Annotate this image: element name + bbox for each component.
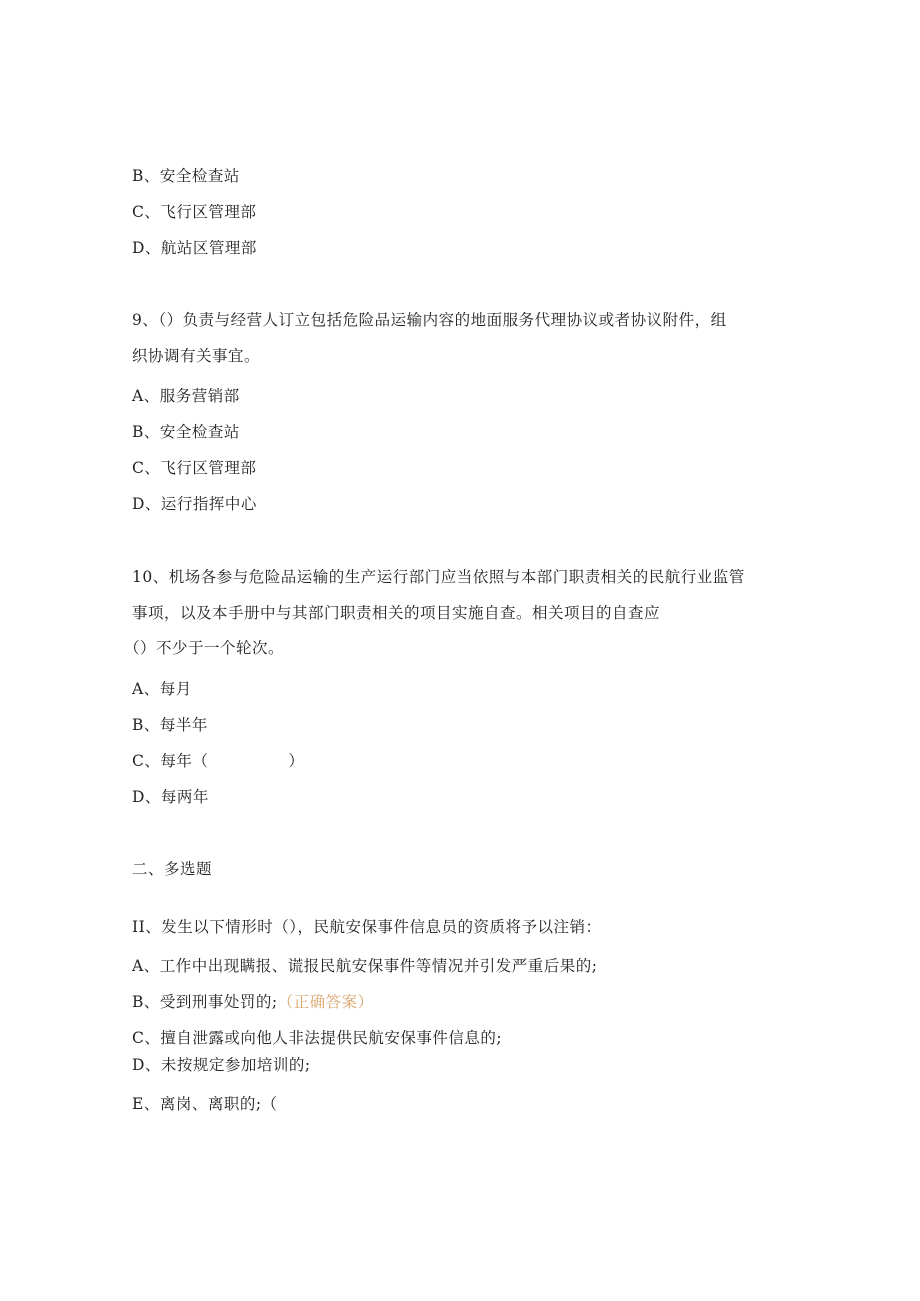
q11-stem: II、发生以下情形时（），民航安保事件信息员的资质将予以注销： bbox=[132, 918, 602, 936]
q9-option-b: B、安全检查站 bbox=[132, 423, 240, 441]
q9-option-c: C、飞行区管理部 bbox=[132, 459, 257, 477]
section-title-multiple-choice: 二、多选题 bbox=[132, 860, 213, 878]
q11-option-c: C、擅自泄露或向他人非法提供民航安保事件信息的; bbox=[132, 1029, 503, 1047]
q8-option-d: D、航站区管理部 bbox=[132, 239, 257, 257]
q10-stem-line1: 10、机场各参与危险品运输的生产运行部门应当依照与本部门职责相关的民航行业监管 bbox=[132, 568, 745, 586]
q11-option-a: A、工作中出现瞒报、谎报民航安保事件等情况并引发严重后果的; bbox=[132, 957, 598, 975]
q10-option-b: B、每半年 bbox=[132, 716, 208, 734]
correct-answer-tag: （正确答案） bbox=[277, 993, 374, 1011]
q9-option-d: D、运行指挥中心 bbox=[132, 495, 257, 513]
q11-option-e: E、离岗、离职的;（ bbox=[132, 1095, 278, 1113]
q10-stem-line2: 事项，以及本手册中与其部门职责相关的项目实施自查。相关项目的自查应 bbox=[132, 604, 661, 622]
q9-option-a: A、服务营销部 bbox=[132, 387, 240, 405]
q11-option-b-text: B、受到刑事处罚的; bbox=[132, 993, 278, 1011]
q11-option-d: D、未按规定参加培训的; bbox=[132, 1056, 311, 1074]
q10-option-c: C、每年（ ） bbox=[132, 752, 305, 770]
q10-option-a: A、每月 bbox=[132, 680, 192, 698]
q10-option-d: D、每两年 bbox=[132, 788, 209, 806]
q9-stem-line2: 织协调有关事宜。 bbox=[132, 347, 261, 365]
q10-stem-line3: （）不少于一个轮次。 bbox=[124, 639, 285, 657]
q8-option-c: C、飞行区管理部 bbox=[132, 203, 257, 221]
q11-option-b bbox=[132, 992, 374, 1012]
q8-option-b: B、安全检查站 bbox=[132, 167, 240, 185]
q9-stem-line1: 9、（）负责与经营人订立包括危险品运输内容的地面服务代理协议或者协议附件，组 bbox=[132, 311, 727, 329]
